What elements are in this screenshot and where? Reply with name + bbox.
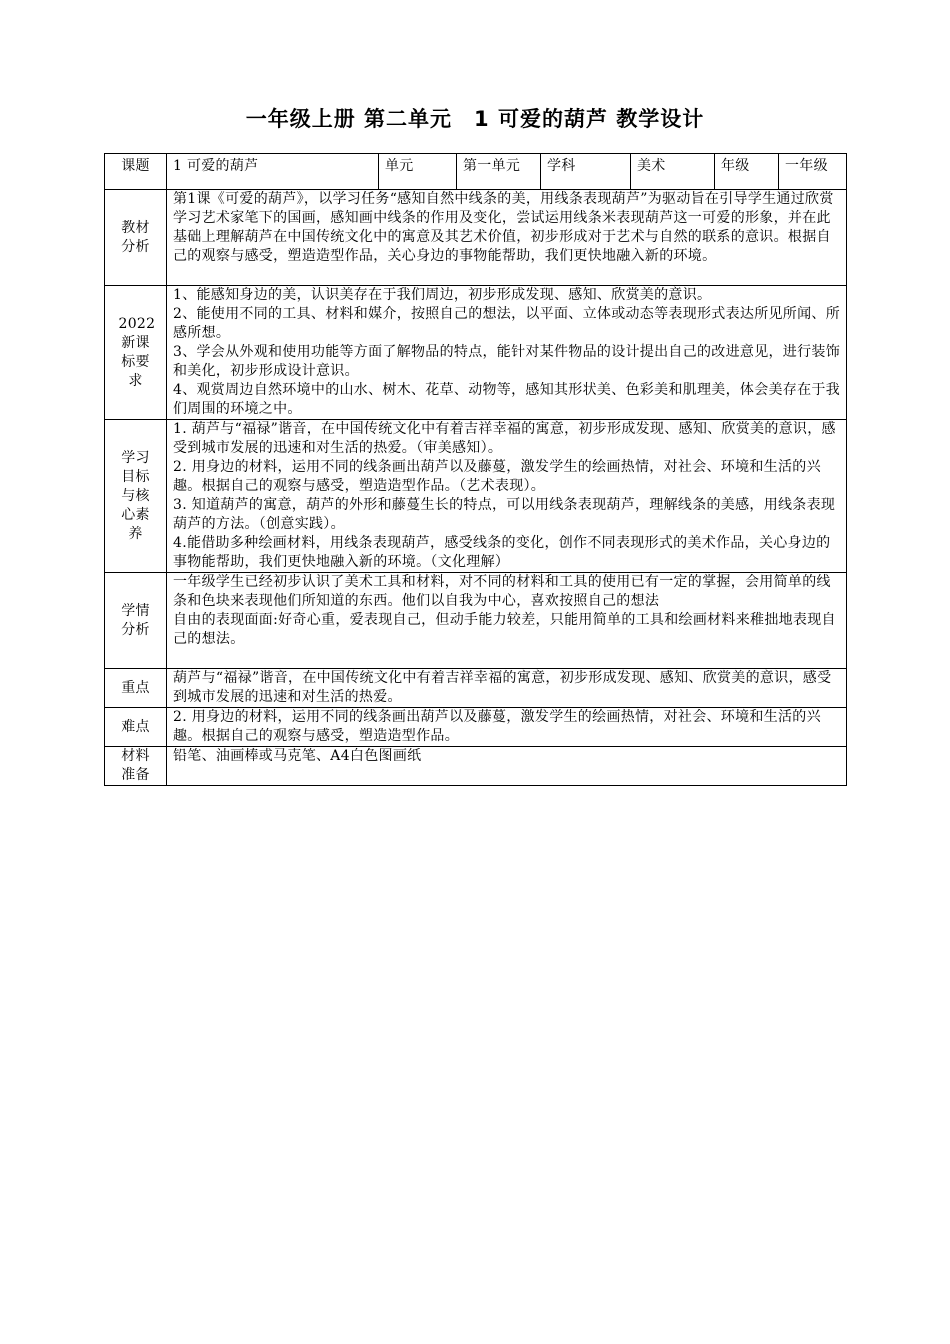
grade-label: 年级	[715, 154, 779, 190]
row-label: 难点	[121, 718, 150, 735]
topic-label: 课题	[105, 154, 167, 190]
row-materials	[105, 747, 847, 786]
row-label: 教材分析	[121, 219, 150, 255]
row-paragraph: 自由的表现面面:好奇心重，爱表现自己，但动手能力较差，只能用简单的工具和绘画材料来稚拙地表现自己的想法。	[173, 612, 836, 647]
row-paragraph: 4、观赏周边自然环境中的山水、树木、花草、动物等，感知其形状美、色彩美和肌理美，体会美存在于我们周围的环境之中。	[173, 382, 841, 417]
row-label: 材料准备	[121, 748, 150, 783]
row-paragraph: 第1课《可爱的葫芦》，以学习任务“感知自然中线条的美，用线条表现葫芦”为驱动旨在引导学生通过欣赏学习艺术家笔下的国画，感知画中线条的作用及变化，尝试运用线条米表现葫芦这一可爱的形象，并在此基础上理解葫芦在中国传统文化中的寓意及其艺术价值，初步形成对于艺术与自然的联系的意识。根据自己的观察与感受，塑造造型作品，关心身边的事物能帮助，我们更快地融入新的环境。	[173, 191, 834, 264]
row-paragraph: 4.能借助多种绘画材料，用线条表现葫芦，感受线条的变化，创作不同表现形式的美术作品，关心身边的事物能帮助，我们更快地融入新的环境。（文化理解）	[173, 535, 831, 570]
row-textbook-analysis	[105, 190, 847, 286]
row-paragraph: 3、学会从外观和使用功能等方面了解物品的特点，能针对某件物品的设计提出自己的改进意见，进行装饰和美化，初步形成设计意识。	[173, 344, 841, 379]
row-label: 学习目标与核心素养	[121, 449, 150, 542]
row-label: 2022新课标要求	[118, 315, 156, 389]
row-paragraph: 铅笔、油画棒或马克笔、A4白色图画纸	[173, 748, 422, 764]
row-paragraph: 一年级学生已经初步认识了美术工具和材料，对不同的材料和工具的使用已有一定的掌握，会用简单的线条和色块来表现他们所知道的东西。他们以自我为中心，喜欢按照自己的想法	[173, 574, 831, 609]
grade-value: 一年级	[779, 154, 847, 190]
row-paragraph: 2、能使用不同的工具、材料和媒介，按照自己的想法，以平面、立体或动态等表现形式表达所见所闻、所感所想。	[173, 306, 841, 341]
row-paragraph: 1. 葫芦与“福禄”谐音，在中国传统文化中有着吉祥幸福的寓意，初步形成发现、感知、欣赏美的意识，感受到城市发展的迅速和对生活的热爱。（审美感知）。	[173, 421, 836, 456]
row-curriculum-standard	[105, 286, 847, 420]
document-title: 一年级上册 第二单元 1 可爱的葫芦 教学设计	[245, 107, 705, 131]
row-label: 学情分析	[121, 602, 150, 638]
row-difficulties	[105, 708, 847, 747]
unit-label: 单元	[379, 154, 457, 190]
row-learning-goals	[105, 420, 847, 573]
row-paragraph: 葫芦与“福禄”谐音，在中国传统文化中有着吉祥幸福的寓意，初步形成发现、感知、欣赏美的意识，感受到城市发展的迅速和对生活的热爱。	[173, 670, 832, 705]
subject-value: 美术	[631, 154, 715, 190]
row-paragraph: 2. 用身边的材料，运用不同的线条画出葫芦以及藤蔓，激发学生的绘画热情，对社会、环境和生活的兴趣。根据自己的观察与感受，塑造造型作品。（艺术表现）。	[173, 459, 821, 494]
row-paragraph: 3. 知道葫芦的寓意，葫芦的外形和藤蔓生长的特点，可以用线条表现葫芦，理解线条的美感，用线条表现葫芦的方法。（创意实践）。	[173, 497, 836, 532]
row-student-analysis	[105, 573, 847, 669]
row-label: 重点	[121, 679, 150, 696]
row-key-points	[105, 669, 847, 708]
unit-value: 第一单元	[457, 154, 541, 190]
lesson-plan-table	[104, 153, 847, 786]
row-paragraph: 1、能感知身边的美，认识美存在于我们周边，初步形成发现、感知、欣赏美的意识。	[173, 287, 712, 303]
header-row	[105, 154, 847, 190]
subject-label: 学科	[541, 154, 631, 190]
topic-value: 1 可爱的葫芦	[167, 154, 379, 190]
row-paragraph: 2. 用身边的材料，运用不同的线条画出葫芦以及藤蔓，激发学生的绘画热情，对社会、环境和生活的兴趣。根据自己的观察与感受，塑造造型作品。	[173, 709, 821, 744]
